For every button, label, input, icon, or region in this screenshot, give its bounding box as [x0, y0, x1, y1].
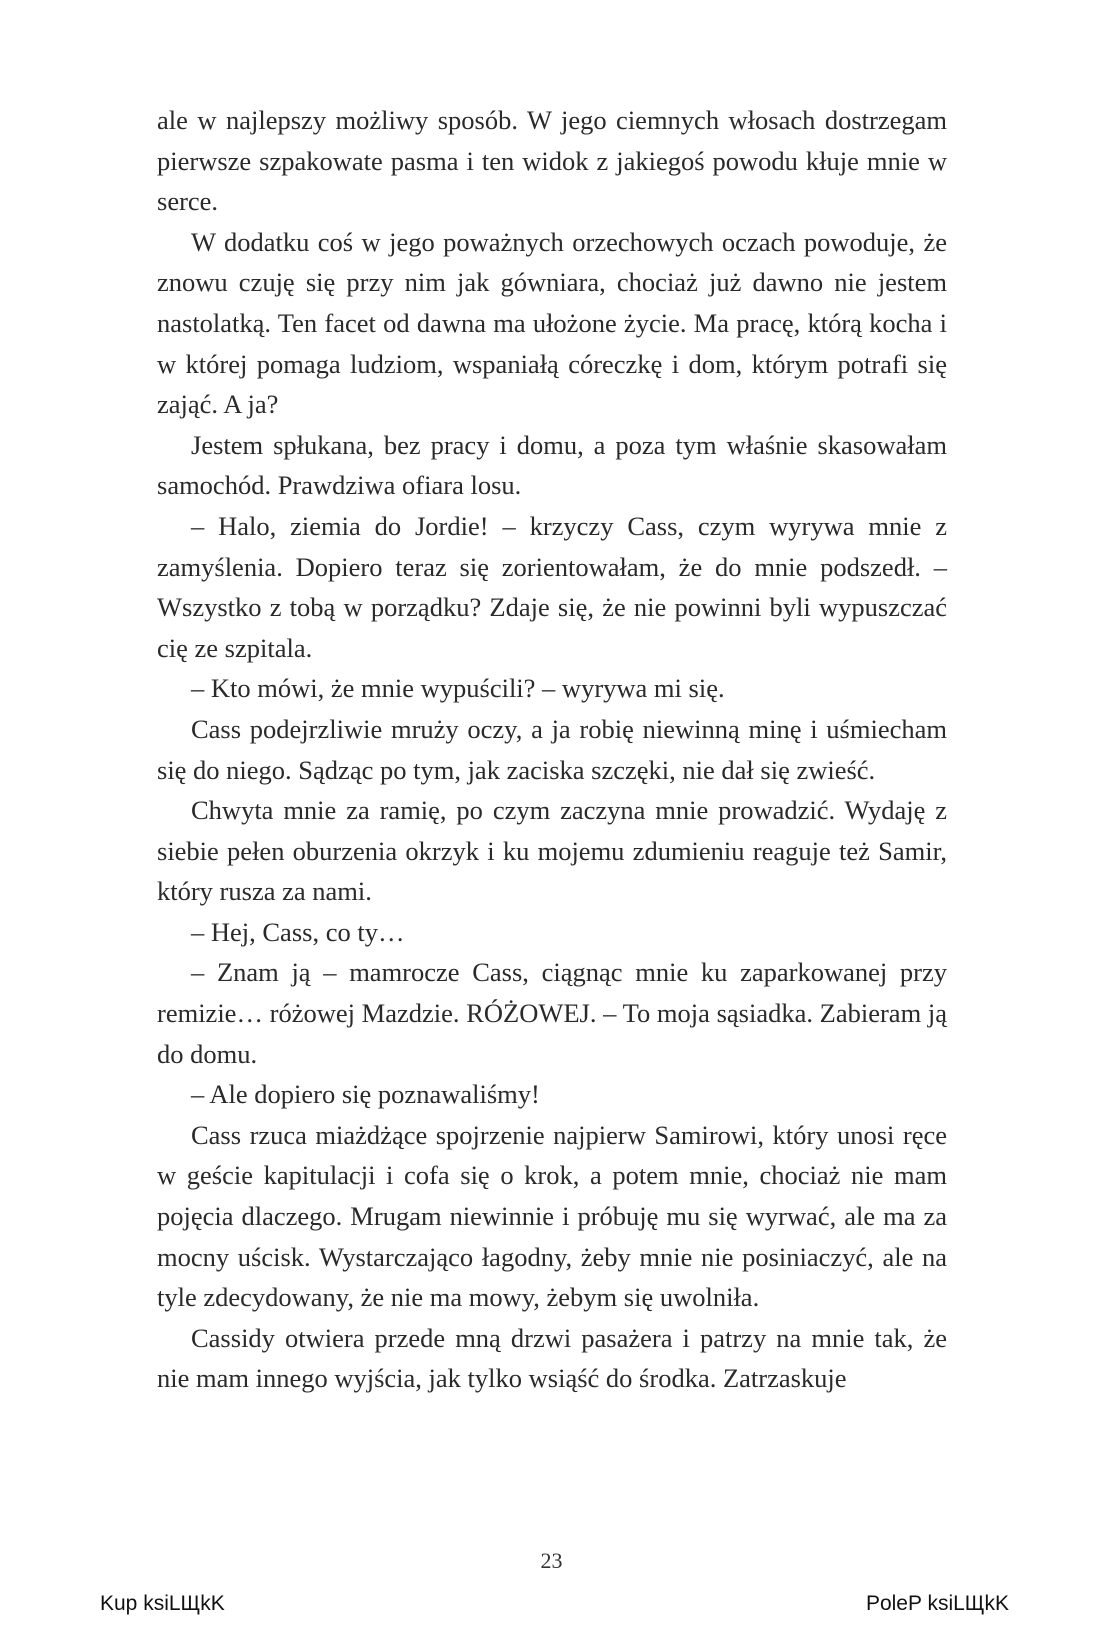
paragraph: Jestem spłukana, bez pracy i domu, a poza tym właśnie skasowałam samochód. Prawdziwa ofiara losu.: [157, 429, 947, 501]
paragraph: ale w najlepszy możliwy sposób. W jego ciemnych włosach dostrzegam pierwsze szpakowate pasma i ten widok z jakiegoś powodu kłuje mnie w serce.: [157, 105, 947, 217]
paragraph: – Halo, ziemia do Jordie! – krzyczy Cass, czym wyrywa mnie z zamyślenia. Dopiero teraz się zorientowałam, że do mnie podszedł. – Wszystko z tobą w porządku? Zdaje się, że nie powinni byli wypuszczać cię ze szpitala.: [157, 510, 947, 663]
recommend-book-link[interactable]: PoleP ksiLЩkK: [865, 1592, 1009, 1615]
page-number: 23: [540, 1548, 563, 1573]
paragraph: W dodatku coś w jego poważnych orzechowych oczach powoduje, że znowu czuję się przy nim jak gówniara, chociaż już dawno nie jestem nastolatką. Ten facet od dawna ma ułożone życie. Ma pracę, którą kocha i w której pomaga ludziom, wspaniałą córeczkę i dom, którym potrafi się zająć. A ja?: [157, 226, 947, 420]
paragraph: Cass rzuca miażdżące spojrzenie najpierw Samirowi, który unosi ręce w geście kapitulacji i cofa się o krok, a potem mnie, chociaż nie mam pojęcia dlaczego. Mrugam niewinnie i próbuję mu się wyrwać, ale ma za mocny uścisk. Wystarczająco łagodny, żeby mnie nie posiniaczyć, ale na tyle zdecydowany, że nie ma mowy, żebym się uwolniła.: [157, 1119, 947, 1313]
buy-book-link[interactable]: Kup ksiLЩkK: [100, 1592, 225, 1615]
paragraph: Cassidy otwiera przede mną drzwi pasażera i patrzy na mnie tak, że nie mam innego wyjścia, jak tylko wsiąść do środka. Zatrzaskuje: [157, 1322, 947, 1394]
paragraph: – Hej, Cass, co ty…: [191, 916, 405, 947]
paragraph: – Kto mówi, że mnie wypuścili? – wyrywa mi się.: [191, 673, 725, 704]
paragraph: Chwyta mnie za ramię, po czym zaczyna mnie prowadzić. Wydaję z siebie pełen oburzenia okrzyk i ku mojemu zdumieniu reaguje też Samir, który rusza za nami.: [157, 795, 947, 907]
body-text: [157, 100, 947, 1399]
paragraph: Cass podejrzliwie mruży oczy, a ja robię niewinną minę i uśmiecham się do niego. Sądząc po tym, jak zaciska szczęki, nie dał się zwieść.: [157, 713, 947, 785]
paragraph: – Ale dopiero się poznawaliśmy!: [191, 1079, 540, 1110]
paragraph: – Znam ją – mamrocze Cass, ciągnąc mnie ku zaparkowanej przy remizie… różowej Mazdzie. RÓŻOWEJ. – To moja sąsiadka. Zabieram ją do domu.: [157, 957, 947, 1069]
